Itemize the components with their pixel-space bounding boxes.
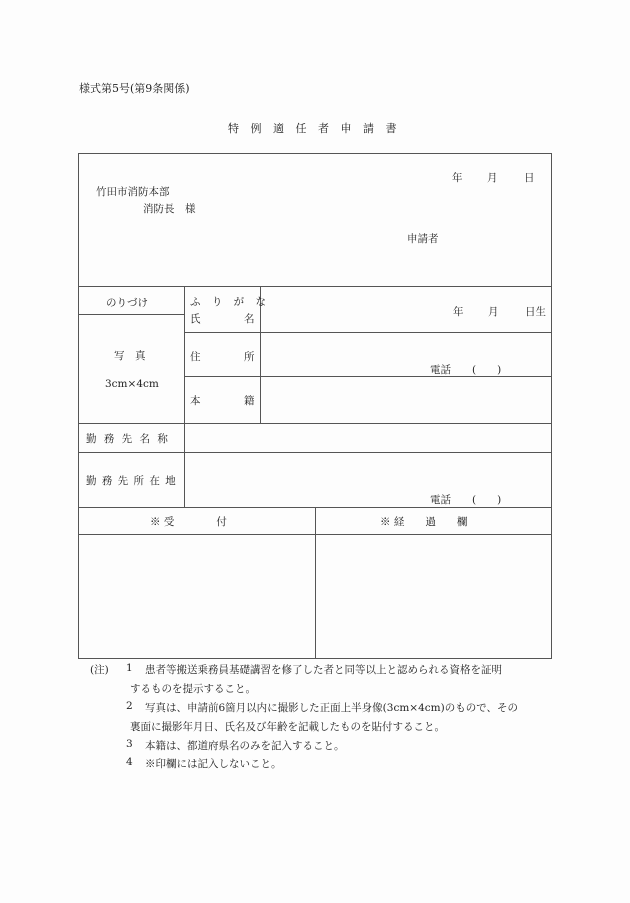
addressee-title: 消防長 様 [143, 203, 196, 215]
domicile-label-a: 本 [190, 395, 201, 407]
note-4-number: 4 [126, 756, 133, 768]
photo-area[interactable] [79, 315, 184, 423]
note-4-line1: ※印欄には記入しないこと。 [145, 758, 282, 770]
page-title: 特 例 適 任 者 申 請 書 [228, 122, 401, 135]
progress-area [316, 535, 551, 658]
note-3-number: 3 [126, 738, 133, 750]
furigana-label: ふ り が な [190, 296, 271, 308]
date-month: 月 [487, 172, 498, 184]
note-1-number: 1 [126, 662, 133, 674]
address-input[interactable] [261, 333, 551, 376]
name-label-a: 氏 [190, 313, 201, 325]
workplace-phone-label: 電話 ( ) [430, 494, 502, 506]
progress-label: ※ 経 過 欄 [380, 516, 468, 528]
date-day: 日 [524, 172, 535, 184]
workplace-name-label: 勤 務 先 名 称 [86, 433, 170, 445]
photo-size-label: 3cm×4cm [105, 378, 159, 390]
note-2-line1: 写真は、申請前6箇月以内に撮影した正面上半身像(3cm×4cm)のもので、その [145, 702, 518, 714]
reception-area [79, 535, 315, 658]
domicile-input[interactable] [261, 377, 551, 423]
address-phone-label: 電話 ( ) [430, 364, 502, 376]
note-2-line2: 裏面に撮影年月日、氏名及び年齢を記載したものを貼付すること。 [130, 721, 445, 733]
form-number: 様式第5号(第9条関係) [79, 82, 190, 95]
glue-label: のりづけ [106, 297, 148, 309]
workplace-address-label: 勤 務 先 所 在 地 [86, 475, 177, 487]
notes-prefix: (注) [90, 664, 109, 676]
address-label-b: 所 [244, 351, 255, 363]
note-1-line2: するものを提示すること。 [130, 683, 256, 695]
note-3-line1: 本籍は、都道府県名のみを記入すること。 [145, 740, 345, 752]
domicile-label-b: 籍 [244, 395, 255, 407]
name-input[interactable] [261, 287, 551, 332]
note-2-number: 2 [126, 700, 133, 712]
address-label-a: 住 [190, 351, 201, 363]
date-year: 年 [452, 172, 463, 184]
birth-month: 月 [488, 306, 499, 318]
name-label-b: 名 [244, 313, 255, 325]
applicant-label: 申請者 [407, 233, 439, 245]
birth-year: 年 [453, 306, 464, 318]
note-1-line1: 患者等搬送乗務員基礎講習を修了した者と同等以上と認められる資格を証明 [145, 664, 502, 676]
reception-label: ※ 受 付 [150, 516, 227, 528]
addressee-organization: 竹田市消防本部 [96, 186, 170, 198]
birth-day: 日生 [525, 306, 546, 318]
workplace-name-input[interactable] [185, 424, 551, 452]
photo-label: 写 真 [114, 350, 146, 362]
